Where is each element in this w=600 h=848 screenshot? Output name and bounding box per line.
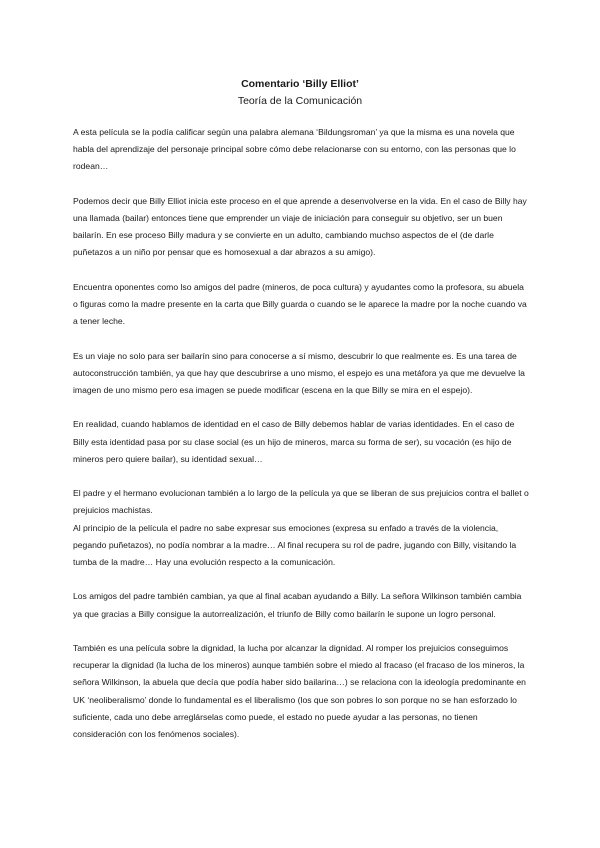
paragraph-viaje: Es un viaje no solo para ser bailarín sino para conocerse a sí mismo, descubrir lo que realmente es. Es una tarea de autoconstrucción también, ya que hay que descubrirse a uno mismo, el espejo es una metáfora ya que me devuelve la imagen de uno mismo pero esa imagen se puede modificar (escena en la que Billy se mira en el espejo). [73,350,525,395]
document-title: Comentario ‘Billy Elliot’ [241,78,359,90]
document-body [73,124,529,760]
paragraph-padre-hermano: El padre y el hermano evolucionan también a lo largo de la película ya que se liberan de sus prejuicios contra el ballet o prejuicios machistas. [73,488,529,516]
paragraph-amigos: Los amigos del padre también cambian, ya que al final acaban ayudando a Billy. La señora Wilkinson también cambia ya que gracias a Billy consigue la autorrealización, el triunfo de Billy como bailarín le supone un logro personal. [73,591,522,619]
paragraph-identidad: En realidad, cuando hablamos de identidad en el caso de Billy debemos hablar de varias identidades. En el caso de Billy esta identidad pasa por su clase social (es un hijo de mineros, marca su forma de ser), su vocación (es hijo de mineros pero quiere bailar), su identidad sexual… [73,419,515,464]
paragraph-dignidad: También es una película sobre la dignidad, la lucha por alcanzar la dignidad. Al romper los prejuicios conseguimos recuperar la dignidad (la lucha de los mineros) aunque también sobre el miedo al fracaso (el fracaso de los mineros, la señora Wilkinson, la abuela que decía que podía haber sido bailarina…) se relaciona con la ideología predominante en UK ‘neoliberalismo’ donde lo fundamental es el liberalismo (los que son pobres lo son porque no se han esforzado lo suficiente, cada uno debe arreglárselas como puede, el estado no puede ayudar a las personas, no tienen consideración con los fenómenos sociales). [73,642,526,739]
paragraph-proceso: Podemos decir que Billy Elliot inicia este proceso en el que aprende a desenvolverse en la vida. En el caso de Billy hay una llamada (bailar) entonces tiene que emprender un viaje de iniciación para conseguir su objetivo, ser un buen bailarín. En ese proceso Billy madura y se convierte en un adulto, cambiando muchso aspectos de el (de darle puñetazos a un niño por pensar que es homosexual a dar abrazos a su amigo). [73,195,527,258]
paragraph-bildungsroman: A esta película se la podía calificar según una palabra alemana ‘Bildungsroman’ ya que la misma es una novela que habla del aprendizaje del personaje principal sobre cómo debe relacionarse con su entorno, con las personas que lo rodean… [73,127,516,172]
paragraph-padre-emociones: Al principio de la película el padre no sabe expresar sus emociones (expresa su enfado a través de la violencia, pegando puñetazos), no podía nombrar a la madre… Al final recupera su rol de padre, jugando con Billy, visitando la tumba de la madre… Hay una evolución respecto a la comunicación. [73,522,517,567]
paragraph-oponentes: Encuentra oponentes como lso amigos del padre (mineros, de poca cultura) y ayudantes como la profesora, su abuela o figuras como la madre presente en la carta que Billy guarda o cuando se le aparece la madre por la noche cuando va a tener leche. [73,281,527,327]
document-subtitle: Teoría de la Comunicación [237,95,363,107]
